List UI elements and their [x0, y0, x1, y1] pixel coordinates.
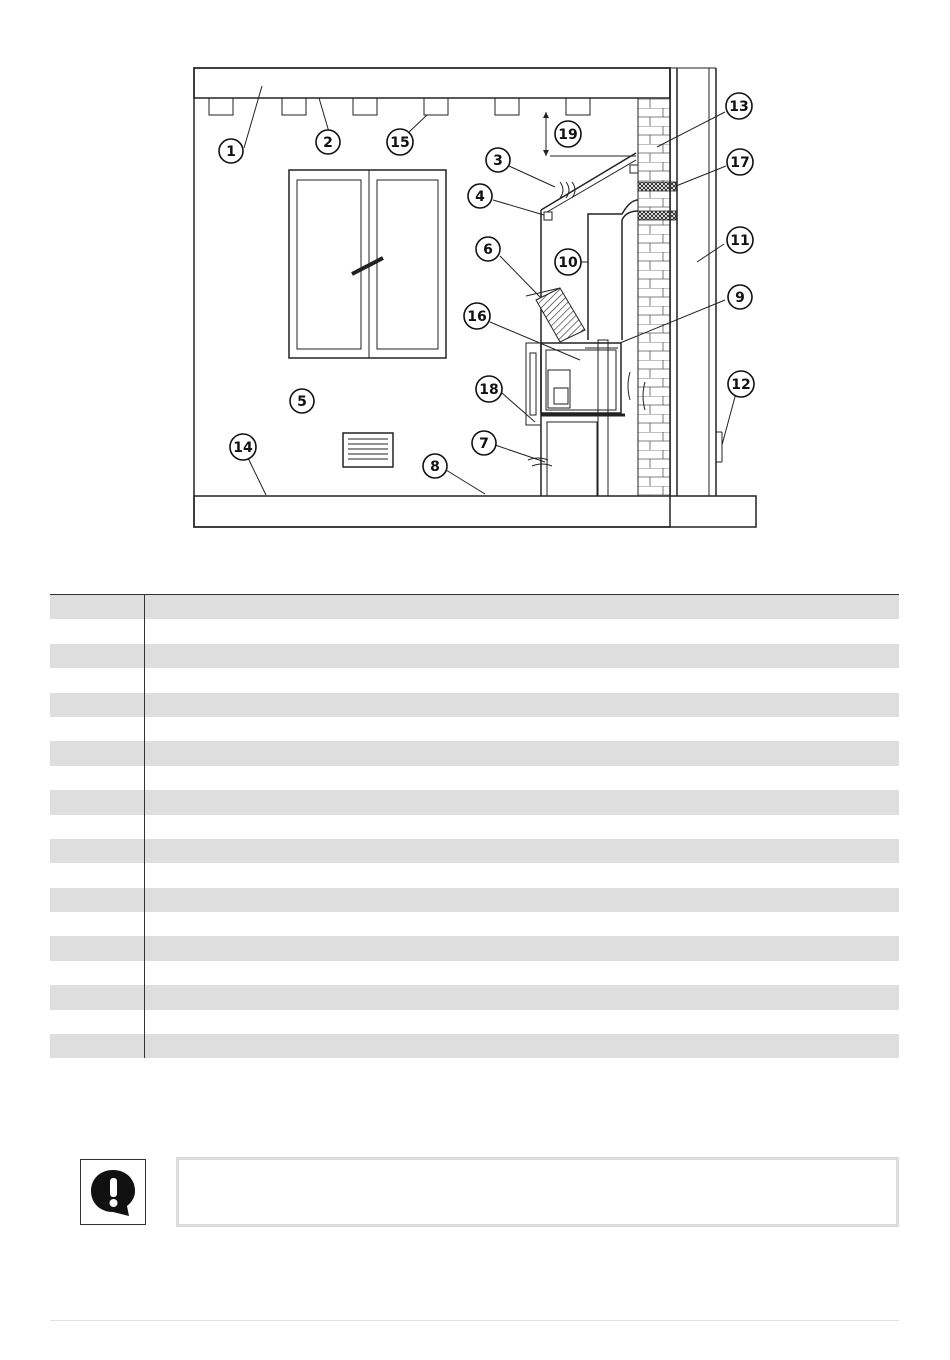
table-row	[50, 766, 899, 790]
legend-description	[145, 985, 899, 1009]
callout-12	[728, 371, 754, 397]
legend-number	[50, 790, 145, 814]
table-row	[50, 985, 899, 1009]
legend-number	[50, 1010, 145, 1034]
svg-text:8: 8	[430, 459, 440, 475]
legend-number	[50, 888, 145, 912]
legend-description	[145, 790, 899, 814]
legend-description	[145, 839, 899, 863]
table-row	[50, 961, 899, 985]
callout-17	[727, 149, 753, 175]
legend-number	[50, 912, 145, 936]
callout-14	[230, 434, 256, 460]
svg-text:13: 13	[729, 99, 749, 115]
legend-description	[145, 912, 899, 936]
table-row	[50, 1010, 899, 1034]
legend-description	[145, 888, 899, 912]
callout-7	[472, 431, 496, 455]
callout-3	[486, 148, 510, 172]
svg-text:10: 10	[558, 255, 578, 271]
installation-diagram	[0, 0, 950, 560]
table-row	[50, 1034, 899, 1058]
svg-text:5: 5	[297, 394, 307, 410]
table-row	[50, 717, 899, 741]
table-row	[50, 595, 899, 619]
legend-number	[50, 717, 145, 741]
legend-number	[50, 595, 145, 619]
legend-number	[50, 961, 145, 985]
legend-description	[145, 619, 899, 643]
flue-pipe	[588, 200, 638, 340]
legend-description	[145, 668, 899, 692]
legend-number	[50, 839, 145, 863]
legend-description	[145, 1010, 899, 1034]
callout-11	[727, 227, 753, 253]
callout-8	[423, 454, 447, 478]
legend-description	[145, 741, 899, 765]
svg-text:6: 6	[483, 242, 493, 258]
legend-description	[145, 863, 899, 887]
legend-number	[50, 668, 145, 692]
legend-number	[50, 644, 145, 668]
table-row	[50, 741, 899, 765]
svg-text:18: 18	[479, 382, 499, 398]
legend-description	[145, 961, 899, 985]
svg-text:16: 16	[467, 309, 487, 325]
legend-description	[145, 644, 899, 668]
exterior-chimney	[670, 68, 722, 496]
legend-number	[50, 985, 145, 1009]
legend-number	[50, 766, 145, 790]
callout-1	[219, 139, 243, 163]
legend-description	[145, 693, 899, 717]
legend-number	[50, 863, 145, 887]
callout-5	[290, 389, 314, 413]
legend-table	[50, 594, 899, 1058]
svg-text:4: 4	[475, 189, 485, 205]
legend-description	[145, 936, 899, 960]
exclamation-speech-bubble-icon	[81, 1160, 145, 1224]
legend-number	[50, 936, 145, 960]
svg-text:1: 1	[226, 144, 236, 160]
callout-19	[555, 121, 581, 147]
callout-4	[468, 184, 492, 208]
table-row	[50, 912, 899, 936]
legend-description	[145, 595, 899, 619]
svg-text:12: 12	[731, 377, 751, 393]
callout-2	[316, 130, 340, 154]
callout-16	[464, 303, 490, 329]
table-row	[50, 619, 899, 643]
svg-text:15: 15	[390, 135, 410, 151]
callout-13	[726, 93, 752, 119]
callout-10	[555, 249, 581, 275]
air-vent-grille	[343, 433, 393, 467]
ceiling-joists	[209, 98, 590, 115]
legend-description	[145, 1034, 899, 1058]
svg-text:7: 7	[479, 436, 489, 452]
svg-text:3: 3	[493, 153, 503, 169]
note-icon-frame	[80, 1159, 146, 1225]
svg-text:19: 19	[558, 127, 578, 143]
table-row	[50, 790, 899, 814]
table-row	[50, 644, 899, 668]
legend-description	[145, 766, 899, 790]
room-outline	[194, 68, 756, 527]
note-box	[176, 1157, 899, 1227]
svg-text:14: 14	[233, 440, 253, 456]
svg-text:2: 2	[323, 135, 333, 151]
svg-text:11: 11	[730, 233, 750, 249]
table-row	[50, 668, 899, 692]
legend-description	[145, 815, 899, 839]
callout-6	[476, 237, 500, 261]
svg-text:17: 17	[730, 155, 750, 171]
legend-description	[145, 717, 899, 741]
callout-18	[476, 376, 502, 402]
table-row	[50, 936, 899, 960]
table-row	[50, 815, 899, 839]
callout-9	[728, 285, 752, 309]
callout-15	[387, 129, 413, 155]
svg-text:9: 9	[735, 290, 745, 306]
table-row	[50, 693, 899, 717]
legend-number	[50, 1034, 145, 1058]
legend-number	[50, 693, 145, 717]
convection-grille	[526, 288, 585, 342]
table-row	[50, 863, 899, 887]
table-row	[50, 839, 899, 863]
footer-divider	[50, 1320, 899, 1321]
legend-number	[50, 619, 145, 643]
table-row	[50, 888, 899, 912]
window	[289, 170, 446, 358]
legend-number	[50, 815, 145, 839]
legend-number	[50, 741, 145, 765]
callouts	[219, 93, 754, 478]
